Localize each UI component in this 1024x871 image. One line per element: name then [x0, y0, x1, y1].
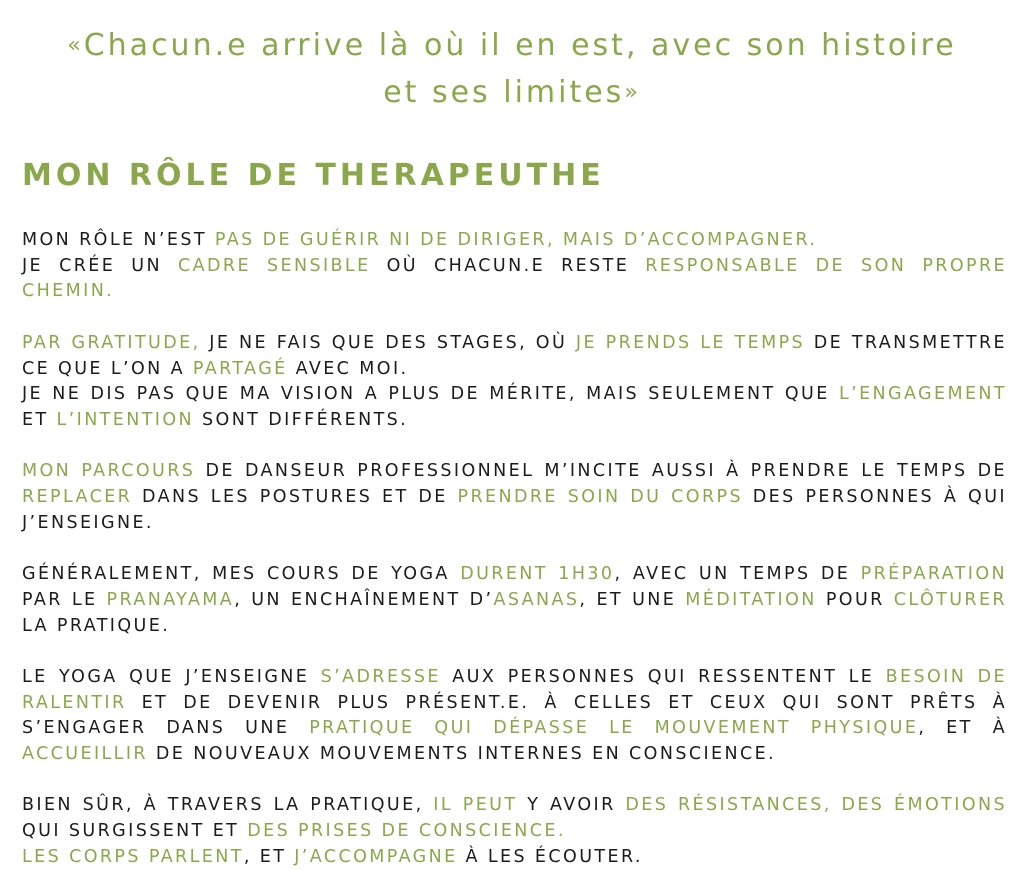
highlighted-text: PARTAGÉ	[192, 358, 288, 379]
text-segment: LE YOGA QUE J’ENSEIGNE	[22, 666, 321, 687]
highlighted-text: ASANAS	[493, 589, 580, 610]
open-quote-mark: «	[67, 33, 84, 58]
highlighted-text: MON PARCOURS	[22, 461, 196, 482]
text-segment: AUX PERSONNES QUI RESSENTENT LE	[440, 666, 886, 687]
highlighted-text: LES CORPS PARLENT	[22, 846, 244, 867]
text-segment: , ET	[243, 846, 295, 867]
text-segment: SONT DIFFÉRENTS.	[194, 409, 409, 430]
text-segment: LA PRATIQUE.	[22, 615, 171, 636]
paragraph	[22, 793, 1007, 870]
text-segment: ET	[22, 409, 57, 430]
highlighted-text: ACCUEILLIR	[22, 744, 148, 764]
highlighted-text: PRATIQUE QUI DÉPASSE LE MOUVEMENT PHYSIQUE	[309, 718, 919, 739]
paragraph	[22, 562, 1007, 639]
text-segment: AVEC MOI.	[287, 358, 409, 379]
highlighted-text: RESPONSABLE DE SON PROPRE CHEMIN.	[22, 255, 1007, 302]
text-segment: JE NE DIS PAS QUE MA VISION A PLUS DE MÉRITE, MAIS SEULEMENT QUE	[22, 384, 839, 405]
text-segment: DE NOUVEAUX MOUVEMENTS INTERNES EN CONSCIENCE.	[147, 744, 777, 764]
text-segment: , UN ENCHAÎNEMENT D’	[234, 589, 494, 610]
highlighted-text: PRÉPARATION	[860, 564, 1008, 585]
highlighted-text: JE PRENDS LE TEMPS	[575, 332, 806, 353]
body-text	[22, 228, 1007, 871]
text-segment: OÙ CHACUN.E RESTE	[370, 255, 646, 276]
highlighted-text: PAS DE GUÉRIR NI DE DIRIGER, MAIS D’ACCOMPAGNER.	[214, 230, 818, 250]
highlighted-text: DURENT 1H30	[460, 564, 615, 585]
close-quote-mark: »	[624, 80, 641, 105]
text-segment: GÉNÉRALEMENT, MES COURS DE YOGA	[22, 564, 461, 585]
highlighted-text: BESOIN DE RALENTIR	[22, 666, 1007, 713]
paragraph	[22, 228, 1007, 305]
paragraph	[22, 459, 1007, 536]
highlighted-text: S’ADRESSE	[320, 666, 441, 687]
text-segment: MON RÔLE N’EST	[22, 230, 215, 250]
quote-line-2: et ses limites	[383, 75, 625, 110]
text-segment: Y AVOIR	[517, 795, 626, 816]
text-segment: , ET UNE	[579, 589, 686, 610]
text-segment: PAR LE	[22, 589, 107, 610]
highlighted-text: CLÔTURER	[893, 589, 1007, 610]
highlighted-text: REPLACER	[22, 487, 133, 507]
section-title: MON RÔLE DE THERAPEUTHE	[22, 158, 605, 193]
text-segment: DANS LES POSTURES ET DE	[132, 487, 458, 507]
text-segment: À LES ÉCOUTER.	[457, 846, 643, 867]
text-segment: POUR	[816, 589, 894, 610]
highlighted-text: J’ACCOMPAGNE	[294, 846, 458, 867]
text-segment: , AVEC UN TEMPS DE	[614, 564, 861, 585]
text-segment: JE CRÉE UN	[22, 255, 179, 276]
highlighted-text: L’INTENTION	[56, 409, 195, 430]
text-segment: QUI SURGISSENT ET	[22, 821, 248, 842]
paragraph	[22, 665, 1007, 768]
highlighted-text: CADRE SENSIBLE	[178, 255, 371, 276]
text-segment: JE NE FAIS QUE DES STAGES, OÙ	[200, 332, 576, 353]
quote-line-1: Chacun.e arrive là où il en est, avec son histoire	[83, 28, 957, 63]
highlighted-text: DES PRISES DE CONSCIENCE.	[247, 821, 566, 842]
highlighted-text: MÉDITATION	[685, 589, 817, 610]
text-segment: ET DE DEVENIR PLUS PRÉSENT.E. À CELLES ET CEUX QUI SONT PRÊTS À S’ENGAGER DANS UNE	[22, 692, 1007, 739]
text-segment: DE DANSEUR PROFESSIONNEL M’INCITE AUSSI À PRENDRE LE TEMPS DE	[195, 461, 1007, 482]
highlighted-text: DES RÉSISTANCES, DES ÉMOTIONS	[625, 795, 1007, 816]
highlighted-text: IL PEUT	[433, 795, 518, 816]
highlighted-text: PRENDRE SOIN DU CORPS	[457, 487, 743, 507]
text-segment: DE TRANSMETTRE CE QUE L’ON A	[22, 332, 1007, 379]
paragraph	[22, 331, 1007, 434]
highlighted-text: PRANAYAMA	[106, 589, 235, 610]
text-segment: , ET À	[918, 718, 1007, 739]
text-segment: DES PERSONNES À QUI J’ENSEIGNE.	[22, 487, 1007, 533]
text-segment: BIEN SÛR, À TRAVERS LA PRATIQUE,	[22, 795, 434, 816]
highlighted-text: L’ENGAGEMENT	[838, 384, 1007, 405]
highlighted-text: PAR GRATITUDE,	[22, 332, 201, 353]
quote	[0, 22, 1024, 116]
